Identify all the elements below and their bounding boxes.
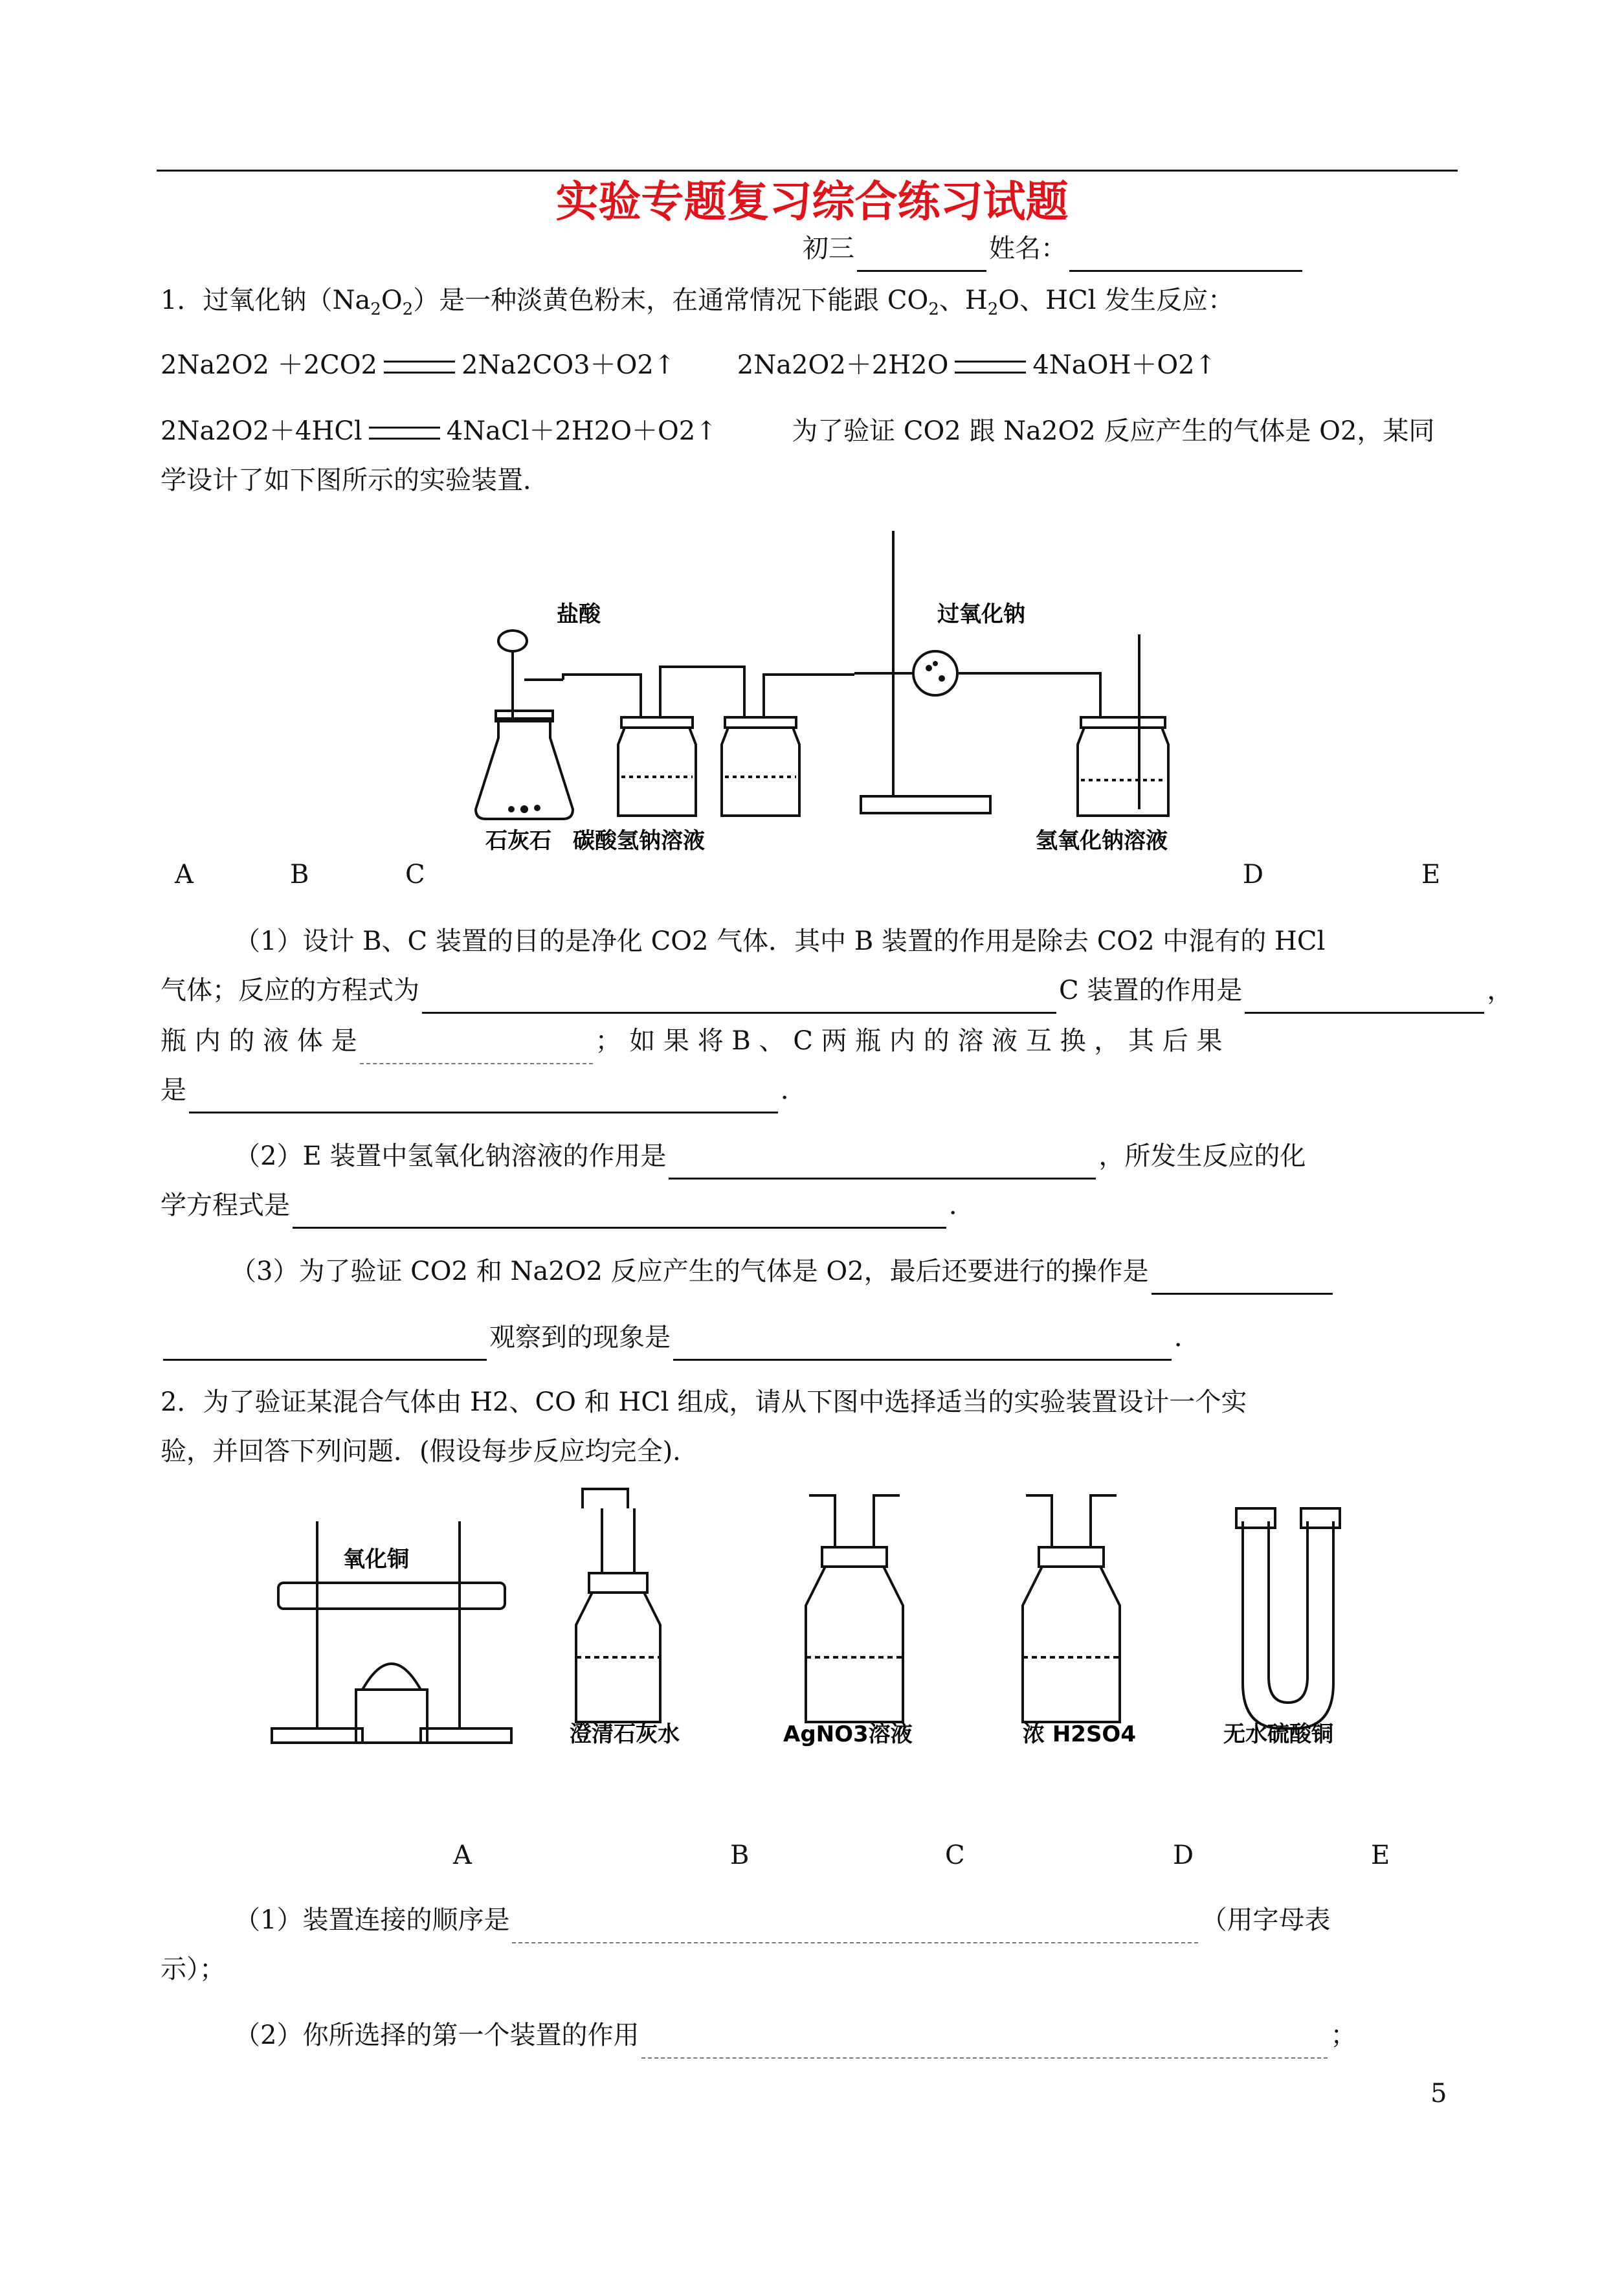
q2-letter-c: C [945,1840,965,1870]
bottle-h2so4 [1023,1567,1120,1722]
eq1-right: 2Na2CO3＋O2↑ [462,350,676,380]
equals-sign [369,427,440,440]
q1-s1-b: 气体；反应的方程式为 [161,976,419,1005]
q1-equations-row2 [161,408,1434,454]
bottle-agno3 [806,1567,903,1722]
q1-intro-a: 1．过氧化钠（Na [161,285,371,315]
answer-blank-equation[interactable] [422,982,1056,1014]
eq2-left: 2Na2O2＋2H2O [737,350,949,380]
q2-intro: 2．为了验证某混合气体由 H2、CO 和 HCl 组成，请从下图中选择适当的实验装置设计一个实 [161,1387,1247,1417]
q2-letter-b: B [730,1840,750,1870]
equals-sign [384,361,455,374]
label-na2o2: 过氧化钠 [937,601,1025,627]
answer-blank-naoh-role[interactable] [669,1148,1096,1180]
q2-s1-b: （用字母表 [1201,1905,1331,1935]
q1-intro-b: O [381,285,403,315]
name-label: 姓名： [989,234,1067,263]
iron-stand-base [861,796,990,813]
answer-blank-order[interactable] [512,1912,1198,1943]
eq1-left: 2Na2O2 ＋2CO2 [161,350,377,380]
u-tube [1243,1521,1333,1728]
q1-sub1-line4: 是 ． [161,1067,806,1113]
name-blank[interactable] [1069,240,1302,272]
q2-s1-a: （1）装置连接的顺序是 [234,1905,510,1935]
q1-s1-d: 瓶 内 的 液 体 是 [161,1026,357,1056]
q1-letter-b: B [290,860,309,889]
page-number: 5 [1430,2079,1447,2108]
student-info [803,225,1305,272]
grade-label: 初三 [803,234,854,263]
q1-purpose-cont: 学设计了如下图所示的实验装置． [161,465,549,495]
separatory-funnel [498,631,527,651]
conical-flask [476,719,573,819]
q1-s2-a: （2）E 装置中氢氧化钠溶液的作用是 [234,1141,667,1171]
eq2-right: 4NaOH＋O2↑ [1032,350,1217,380]
bottle-c [722,728,799,816]
q1-letter-e: E [1421,860,1441,889]
answer-blank-operation-cont[interactable] [163,1329,487,1361]
class-blank[interactable] [857,240,986,272]
answer-blank-liquid[interactable] [360,1033,593,1064]
label-h2so4: 浓 H2SO4 [1023,1721,1136,1747]
answer-blank-consequence[interactable] [189,1082,778,1113]
equals-sign [955,361,1026,374]
q1-sub1-line2: 气体；反应的方程式为 C 装置的作用是 ， [161,967,1513,1014]
q2-letter-d: D [1173,1840,1194,1870]
q1-sub2-line2: 学方程式是 ． [161,1182,975,1229]
q1-sub3-line2: 观察到的现象是 ． [161,1314,1200,1361]
bottle-e [1078,728,1168,816]
label-limestone: 石灰石 [485,828,551,854]
q1-intro-d: 、H [939,285,988,315]
q2-letter-a: A [453,1840,472,1870]
label-limewater: 澄清石灰水 [570,1721,680,1747]
label-cuo: 氧化铜 [343,1547,409,1572]
q2-intro-cont: 验，并回答下列问题．(假设每步反应均完全)． [161,1437,699,1466]
q2-sub1-line2: 示）； [161,1954,225,1984]
q1-intro: 1．过氧化钠$(Na_2O_2)$是一种淡黄色粉末，在通常情况下能跟 $CO_2$、$H_2O$、HCl 发生反应： [161,285,1234,319]
burner-block [356,1690,427,1743]
q1-s3-b: 观察到的现象是 [489,1323,671,1352]
q2-s2-a: （2）你所选择的第一个装置的作用 [234,2020,640,2050]
answer-blank-naoh-equation[interactable] [293,1197,946,1229]
q1-purpose: 为了验证 CO2 跟 Na2O2 反应产生的气体是 O2，某同 [792,416,1435,446]
q1-sub3-line1 [230,1248,1335,1295]
q2-apparatus-figure [246,1482,1398,1754]
q1-s2-b: ，所发生反应的化 [1098,1141,1306,1171]
q1-equations-row1 [161,342,1216,388]
q1-s1-f: 是 [161,1075,186,1105]
q2-sub2-line1 [234,2012,1356,2059]
answer-blank-first-device[interactable] [641,2028,1328,2059]
q1-apparatus-figure [466,524,1210,861]
q1-sub1-line3 [161,1018,1222,1064]
label-agno3: AgNO3溶液 [783,1721,913,1747]
answer-blank-phenomenon[interactable] [673,1329,1172,1361]
q2-letter-e: E [1371,1840,1390,1870]
q1-s1-c: C 装置的作用是 [1059,976,1243,1005]
combustion-tube [278,1583,505,1609]
q1-letter-c: C [405,860,425,889]
label-nahco3: 碳酸氢钠溶液 [573,828,705,854]
q2-s2-b: ； [1330,2020,1357,2050]
page-title: 实验专题复习综合练习试题 [555,176,1069,227]
q1-sub1-line1: （1）设计 B、C 装置的目的是净化 CO2 气体．其中 B 装置的作用是除去 CO2 中混有的 HCl [234,926,1326,956]
label-naoh: 氢氧化钠溶液 [1036,828,1168,854]
answer-blank-c-role[interactable] [1245,982,1484,1014]
q1-intro-c: ）是一种淡黄色粉末，在通常情况下能跟 CO [413,285,929,315]
label-hcl: 盐酸 [557,601,601,627]
reaction-tube-bulb [913,651,957,695]
answer-blank-operation[interactable] [1151,1263,1333,1295]
label-cuso4: 无水硫酸铜 [1223,1721,1333,1747]
q1-intro-e: O、HCl 发生反应： [998,285,1234,315]
q2-sub1-line1 [234,1897,1330,1943]
q1-letter-a: A [175,860,194,889]
bottle-b [618,728,696,816]
eq3-right: 4NaCl＋2H2O＋O2↑ [446,416,717,446]
q1-sub2-line1 [234,1133,1306,1180]
q1-s2-c: 学方程式是 [161,1191,290,1220]
eq3-left: 2Na2O2＋4HCl [161,416,362,446]
q1-letter-d: D [1243,860,1264,889]
q1-s3-a: （3）为了验证 CO2 和 Na2O2 反应产生的气体是 O2，最后还要进行的操作是 [230,1257,1149,1286]
q1-s1-e: ； 如 果 将 B 、 C 两 瓶 内 的 溶 液 互 换 ， 其 后 果 [595,1026,1223,1056]
